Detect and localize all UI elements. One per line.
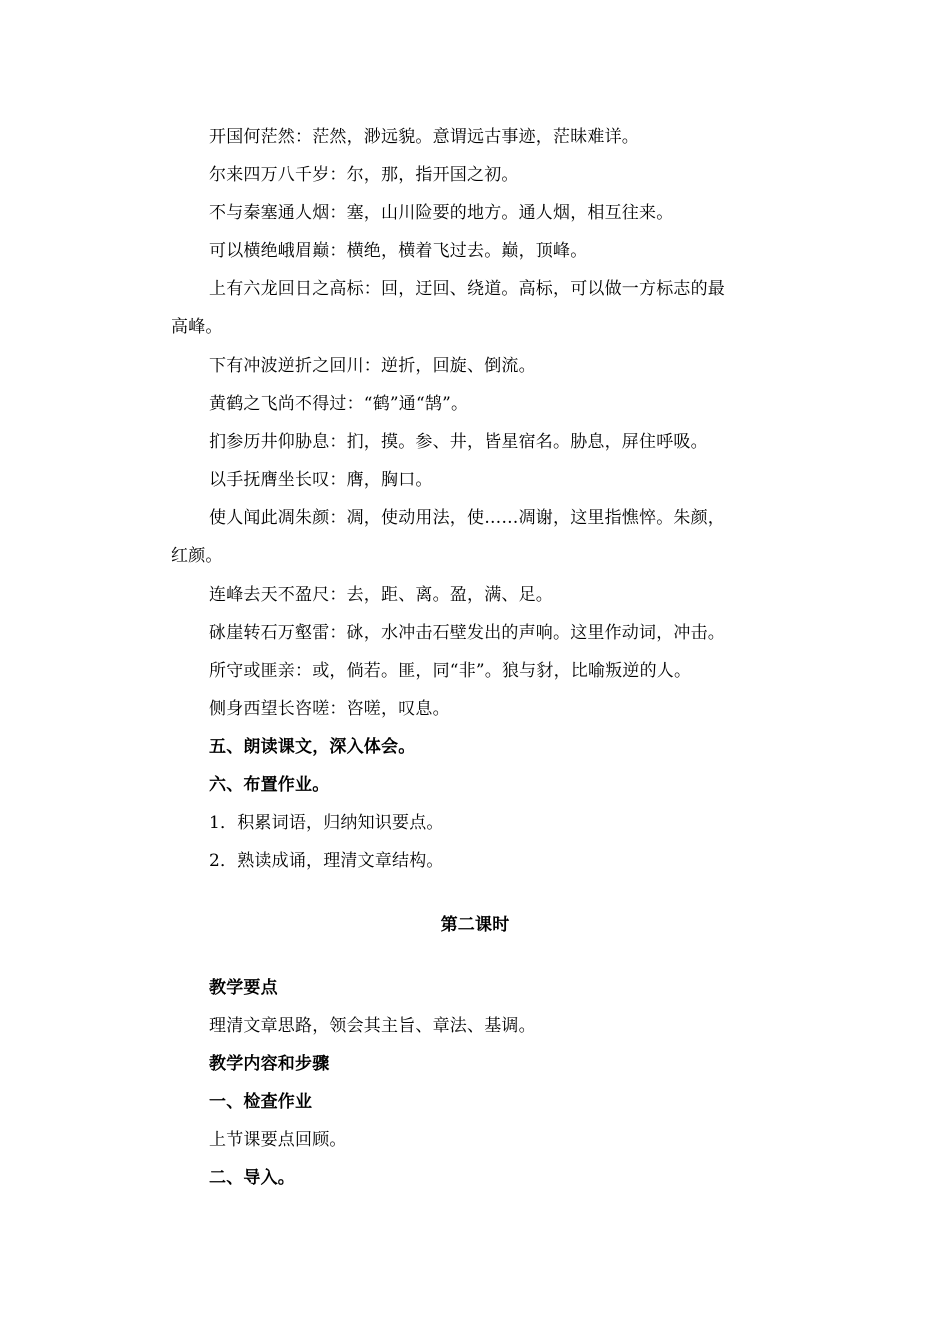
section-6-heading: 六、布置作业。 [209,775,330,795]
note-line-3: 不与秦塞通人烟：塞，山川险要的地方。通人烟，相互往来。 [209,203,674,223]
teaching-points-text: 理清文章思路，领会其主旨、章法、基调。 [209,1016,536,1036]
note-line-4: 可以横绝峨眉巅：横绝，横着飞过去。巅，顶峰。 [209,241,588,261]
note-line-13: 所守或匪亲：或，倘若。匪，同“非”。狼与豺，比喻叛逆的人。 [209,661,692,681]
lesson-2-title: 第二课时 [440,915,510,935]
homework-item-1: 1．积累词语，归纳知识要点。 [209,813,444,833]
teaching-points-heading: 教学要点 [209,978,278,998]
note-line-1: 开国何茫然：茫然，渺远貌。意谓远古事迹，茫昧难详。 [209,127,639,147]
note-line-10: 使人闻此凋朱颜：凋，使动用法，使……凋谢，这里指憔悴。朱颜， [209,508,725,528]
note-line-9: 以手抚膺坐长叹：膺，胸口。 [209,470,433,490]
note-line-6: 下有冲波逆折之回川：逆折，回旋、倒流。 [209,356,536,376]
step-1-heading: 一、检查作业 [209,1092,313,1112]
note-line-11: 连峰去天不盈尺：去，距、离。盈，满、足。 [209,585,553,605]
note-line-12: 砯崖转石万壑雷：砯，水冲击石壁发出的声响。这里作动词，冲击。 [209,623,725,643]
note-line-14: 侧身西望长咨嗟：咨嗟，叹息。 [209,699,450,719]
note-line-7: 黄鹤之飞尚不得过：“鹤”通“鹄”。 [209,394,469,414]
note-line-5: 上有六龙回日之高标：回，迂回、绕道。高标，可以做一方标志的最 [209,279,725,299]
note-line-5-cont: 高峰。 [171,317,223,337]
note-line-10-cont: 红颜。 [171,546,223,566]
content-steps-heading: 教学内容和步骤 [209,1054,330,1074]
note-line-2: 尔来四万八千岁：尔，那，指开国之初。 [209,165,519,185]
note-line-8: 扪参历井仰胁息：扪，摸。参、井，皆星宿名。胁息，屏住呼吸。 [209,432,708,452]
section-5-heading: 五、朗读课文，深入体会。 [209,737,416,757]
step-2-heading: 二、导入。 [209,1168,295,1188]
homework-item-2: 2．熟读成诵，理清文章结构。 [209,851,444,871]
step-1-text: 上节课要点回顾。 [209,1130,347,1150]
